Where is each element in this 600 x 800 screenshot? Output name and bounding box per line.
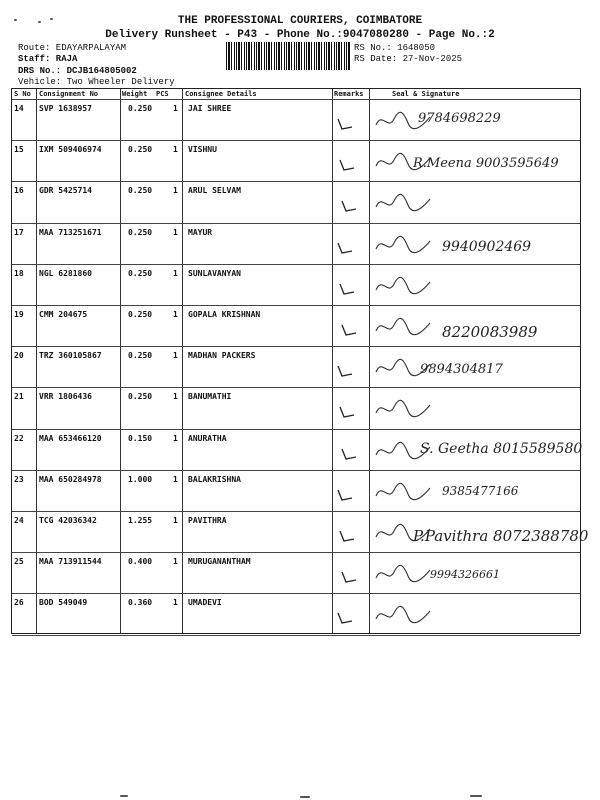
handwritten-signature-text: 9940902469 bbox=[442, 238, 532, 255]
row-consignment: TRZ 360105867 bbox=[39, 351, 102, 361]
row-consignee: MADHAN PACKERS bbox=[188, 351, 256, 361]
row-weight: 0.250 bbox=[128, 104, 153, 113]
row-divider bbox=[12, 346, 580, 347]
row-consignee: ANURATHA bbox=[188, 433, 227, 443]
row-consignee: ARUL SELVAM bbox=[188, 186, 241, 196]
signature-scribble bbox=[374, 233, 434, 257]
remark-tick-icon bbox=[340, 323, 358, 337]
handwritten-signature-text: 9994326661 bbox=[430, 568, 500, 582]
row-pcs: 1 bbox=[173, 557, 178, 567]
header-remarks: Remarks bbox=[334, 90, 364, 98]
row-pcs: 1 bbox=[173, 227, 178, 237]
row-sno: 17 bbox=[14, 227, 24, 237]
row-divider bbox=[12, 552, 580, 553]
row-pcs: 1 bbox=[173, 474, 178, 484]
row-sno: 21 bbox=[14, 392, 24, 402]
row-consignee: BALAKRISHNA bbox=[188, 474, 241, 484]
row-consignment: SVP 1638957 bbox=[39, 104, 92, 113]
row-sno: 20 bbox=[14, 351, 24, 361]
row-sno: 22 bbox=[14, 433, 24, 443]
speck bbox=[470, 795, 482, 797]
rs-number: RS No.: 1648050 bbox=[354, 43, 436, 53]
row-pcs: 1 bbox=[173, 351, 178, 361]
remark-tick-icon bbox=[338, 529, 356, 543]
consignment-table bbox=[11, 88, 589, 634]
barcode bbox=[226, 42, 350, 70]
row-divider bbox=[12, 593, 580, 594]
remark-tick-icon bbox=[338, 158, 356, 172]
row-pcs: 1 bbox=[173, 392, 178, 402]
row-sno: 19 bbox=[14, 310, 24, 319]
drs-label: DRS No.: DCJB164805002 bbox=[18, 66, 137, 76]
row-divider bbox=[12, 181, 580, 182]
row-pcs: 1 bbox=[173, 310, 178, 319]
row-weight: 0.250 bbox=[128, 145, 153, 155]
row-weight: 0.250 bbox=[128, 268, 153, 278]
header-consignment: Consignment No bbox=[39, 90, 99, 98]
signature-scribble bbox=[374, 603, 434, 627]
remark-tick-icon bbox=[336, 364, 354, 378]
row-divider bbox=[12, 429, 580, 430]
remark-tick-icon bbox=[336, 611, 354, 625]
signature-scribble bbox=[374, 397, 434, 421]
row-pcs: 1 bbox=[173, 598, 178, 608]
row-sno: 23 bbox=[14, 474, 24, 484]
header-pcs: PCS bbox=[156, 90, 169, 98]
row-consignment: MAA 653466120 bbox=[39, 433, 102, 443]
remark-tick-icon bbox=[338, 405, 356, 419]
handwritten-signature-text: P.Pavithra 8072388780 bbox=[413, 527, 589, 545]
row-consignee: BANUMATHI bbox=[188, 392, 232, 402]
row-sno: 24 bbox=[14, 516, 24, 525]
row-pcs: 1 bbox=[173, 268, 178, 278]
row-weight: 1.000 bbox=[128, 474, 153, 484]
row-consignee: VISHNU bbox=[188, 145, 217, 155]
row-pcs: 1 bbox=[173, 104, 178, 113]
header-seal: Seal & Signature bbox=[392, 90, 460, 98]
handwritten-signature-text: S. Geetha 8015589580 bbox=[420, 440, 583, 457]
row-divider bbox=[12, 223, 580, 224]
row-consignment: MAA 713251671 bbox=[39, 227, 102, 237]
rs-date: RS Date: 27-Nov-2025 bbox=[354, 54, 463, 64]
row-weight: 0.400 bbox=[128, 557, 153, 567]
header-weight: Weight bbox=[122, 90, 148, 98]
row-pcs: 1 bbox=[173, 433, 178, 443]
row-consignment: IXM 509406974 bbox=[39, 145, 102, 155]
row-sno: 26 bbox=[14, 598, 24, 608]
staff-label: Staff: RAJA bbox=[18, 54, 78, 64]
row-consignment: GDR 5425714 bbox=[39, 186, 92, 196]
header-sno: S No bbox=[14, 90, 31, 98]
row-consignee: MAYUR bbox=[188, 227, 213, 237]
signature-scribble bbox=[374, 191, 434, 215]
row-divider bbox=[12, 264, 580, 265]
row-weight: 0.250 bbox=[128, 392, 153, 402]
handwritten-signature-text: 9894304817 bbox=[420, 362, 503, 378]
row-weight: 0.360 bbox=[128, 598, 153, 608]
row-consignment: MAA 650284978 bbox=[39, 474, 102, 484]
header-divider bbox=[12, 99, 580, 100]
row-consignee: JAI SHREE bbox=[188, 104, 232, 113]
row-divider bbox=[12, 511, 580, 512]
row-sno: 16 bbox=[14, 186, 24, 196]
remark-tick-icon bbox=[338, 282, 356, 296]
remark-tick-icon bbox=[340, 199, 358, 213]
runsheet-title: Delivery Runsheet - P43 - Phone No.:9047080280 - Page No.:2 bbox=[105, 29, 495, 41]
row-weight: 0.250 bbox=[128, 227, 153, 237]
row-consignee: GOPALA KRISHNAN bbox=[188, 310, 261, 319]
row-sno: 14 bbox=[14, 104, 24, 113]
route-label: Route: EDAYARPALAYAM bbox=[18, 43, 127, 53]
row-consignee: UMADEVI bbox=[188, 598, 222, 608]
row-sno: 15 bbox=[14, 145, 24, 155]
row-pcs: 1 bbox=[173, 516, 178, 525]
header-consignee: Consignee Details bbox=[185, 90, 257, 98]
remark-tick-icon bbox=[340, 447, 358, 461]
row-consignment: MAA 713911544 bbox=[39, 557, 102, 567]
row-consignment: VRR 1806436 bbox=[39, 392, 92, 402]
row-consignee: PAVITHRA bbox=[188, 516, 227, 525]
row-consignment: NGL 6281860 bbox=[39, 268, 92, 278]
row-consignment: TCG 42036342 bbox=[39, 516, 97, 525]
row-weight: 0.250 bbox=[128, 186, 153, 196]
row-weight: 0.250 bbox=[128, 310, 153, 319]
row-weight: 0.150 bbox=[128, 433, 153, 443]
signature-scribble bbox=[374, 315, 434, 339]
row-consignee: MURUGANANTHAM bbox=[188, 557, 251, 567]
remark-tick-icon bbox=[336, 117, 354, 131]
row-weight: 0.250 bbox=[128, 351, 153, 361]
row-consignee: SUNLAVANYAN bbox=[188, 268, 241, 278]
row-divider bbox=[12, 140, 580, 141]
remark-tick-icon bbox=[336, 488, 354, 502]
remark-tick-icon bbox=[336, 241, 354, 255]
row-pcs: 1 bbox=[173, 145, 178, 155]
company-title: THE PROFESSIONAL COURIERS, COIMBATORE bbox=[177, 15, 423, 27]
vehicle-label: Vehicle: Two Wheeler Delivery bbox=[18, 77, 175, 87]
handwritten-signature-text: 9784698229 bbox=[418, 111, 501, 126]
speck bbox=[120, 795, 128, 797]
signature-scribble bbox=[374, 274, 434, 298]
signature-scribble bbox=[374, 480, 434, 504]
row-divider bbox=[12, 635, 580, 636]
handwritten-signature-text: R.Meena 9003595649 bbox=[413, 156, 559, 172]
row-pcs: 1 bbox=[173, 186, 178, 196]
row-divider bbox=[12, 305, 580, 306]
row-weight: 1.255 bbox=[128, 516, 153, 525]
row-sno: 18 bbox=[14, 268, 24, 278]
speck bbox=[300, 796, 310, 798]
signature-scribble bbox=[374, 562, 434, 586]
handwritten-signature-text: 8220083989 bbox=[442, 323, 538, 341]
row-consignment: BOD 549049 bbox=[39, 598, 88, 608]
row-divider bbox=[12, 470, 580, 471]
remark-tick-icon bbox=[340, 570, 358, 584]
handwritten-signature-text: 9385477166 bbox=[442, 483, 519, 498]
row-sno: 25 bbox=[14, 557, 24, 567]
row-divider bbox=[12, 387, 580, 388]
row-consignment: CMM 204675 bbox=[39, 310, 88, 319]
